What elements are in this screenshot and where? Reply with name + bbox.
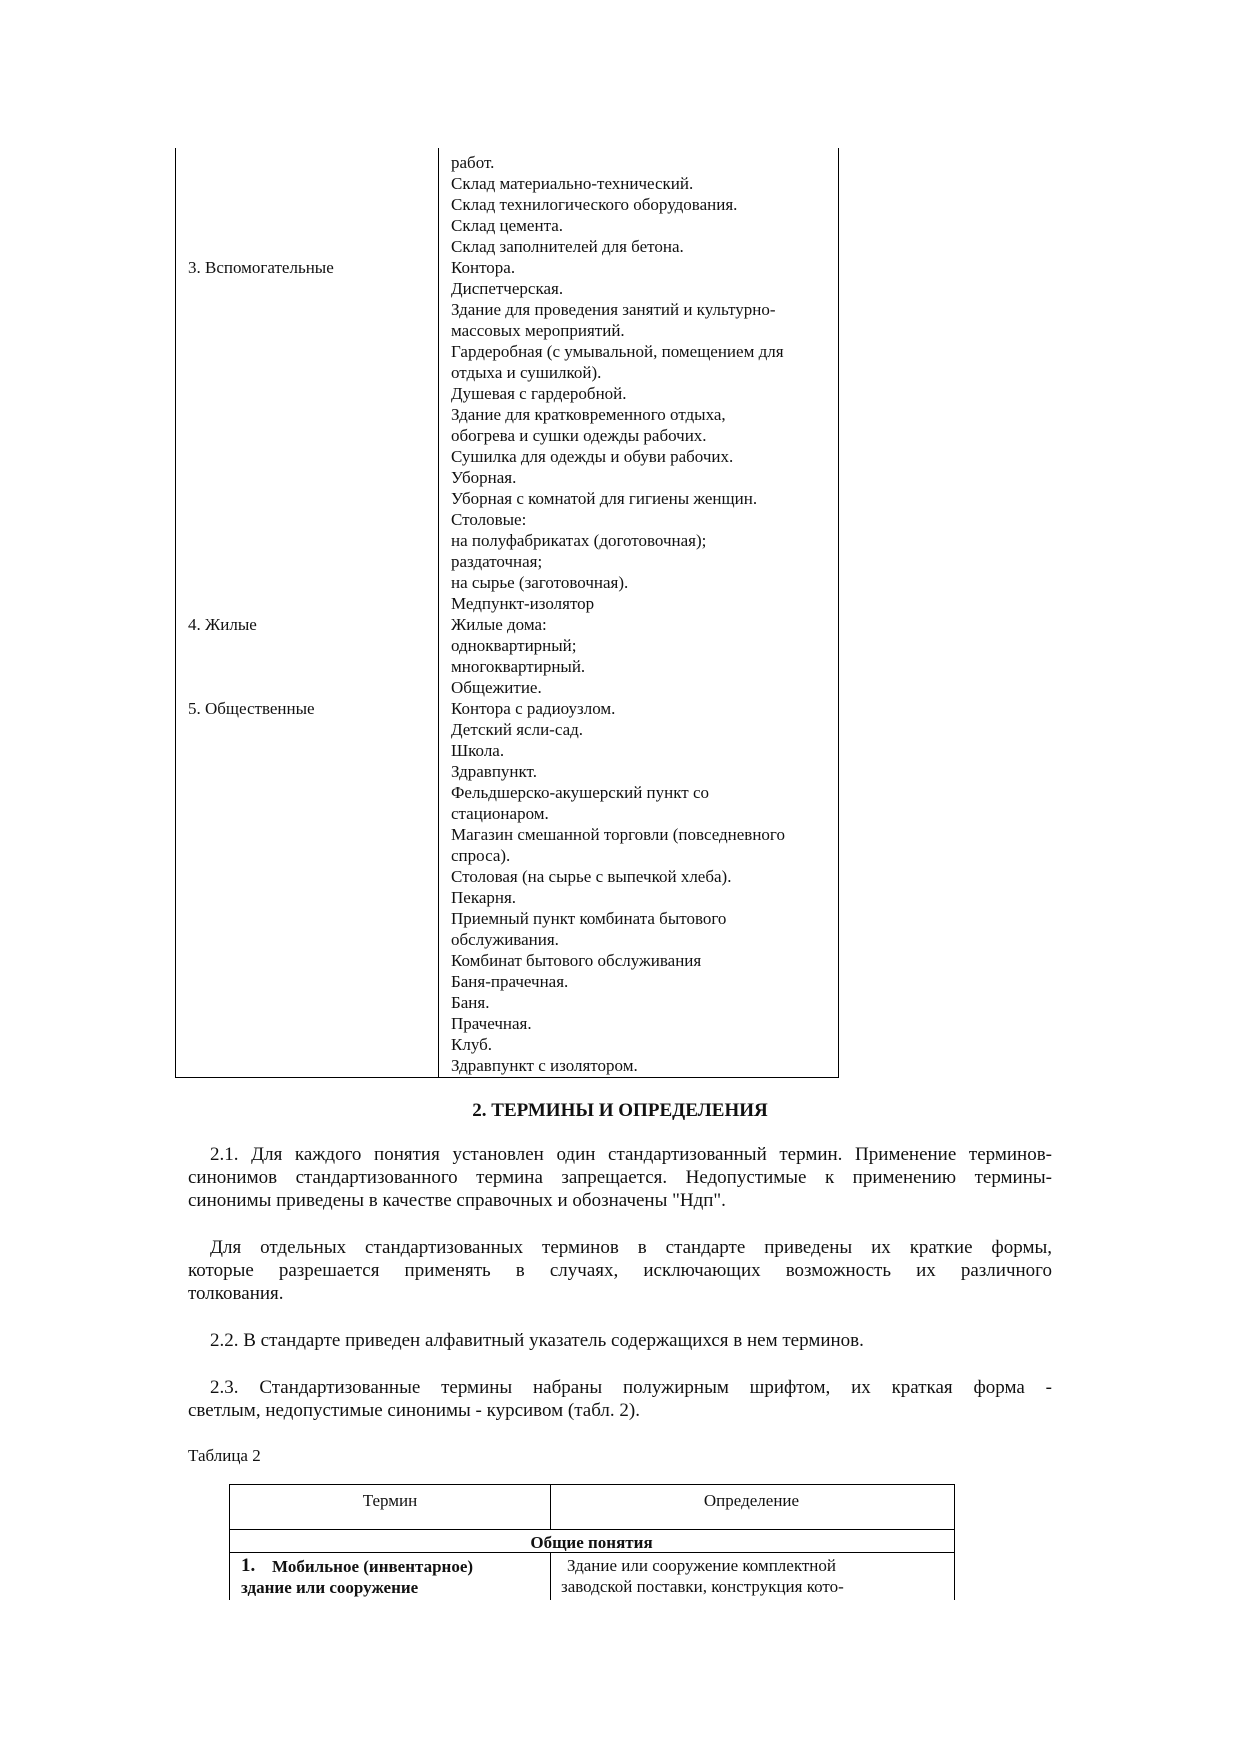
table-item-line: Гардеробная (с умывальной, помещением для (451, 342, 784, 361)
header-definition: Определение (703, 1491, 800, 1510)
table-item-line: обслуживания. (451, 930, 559, 949)
table-item-line: Жилые дома: (451, 615, 547, 634)
table-category: 4. Жилые (188, 615, 257, 634)
row-divider (230, 1529, 954, 1530)
table-category: 3. Вспомогательные (188, 258, 334, 277)
table-item-line: раздаточная; (451, 552, 543, 571)
header-term: Термин (362, 1491, 418, 1510)
table-caption: Таблица 2 (188, 1446, 261, 1465)
table-item-line: Контора. (451, 258, 516, 277)
table-item-line: Склад технилогического оборудования. (451, 195, 738, 214)
term-name-line: здание или сооружение (241, 1578, 419, 1597)
paragraph-line: Для отдельных стандартизованных терминов в стандарте приведены их краткие формы, (210, 1237, 1052, 1258)
table-item-line: Комбинат бытового обслуживания (451, 951, 702, 970)
table-item-line: Здание для кратковременного отдыха, (451, 405, 726, 424)
table-item-line: Общежитие. (451, 678, 542, 697)
table-item-line: обогрева и сушки одежды рабочих. (451, 426, 707, 445)
table-item-line: отдыха и сушилкой). (451, 363, 602, 382)
table-item-line: Приемный пункт комбината бытового (451, 909, 727, 928)
paragraph-line: 2.2. В стандарте приведен алфавитный указатель содержащихся в нем терминов. (210, 1330, 864, 1351)
table-item-line: Медпункт-изолятор (451, 594, 595, 613)
table-category: 5. Общественные (188, 699, 315, 718)
table-item-line: Пекарня. (451, 888, 517, 907)
table-item-line: Склад заполнителей для бетона. (451, 237, 684, 256)
column-divider (550, 1552, 551, 1600)
table-item-line: стационаром. (451, 804, 549, 823)
table-item-line: Прачечная. (451, 1014, 532, 1033)
table-item-line: Здравпункт с изолятором. (451, 1056, 638, 1075)
paragraph-2-1 (188, 1143, 1052, 1212)
table-item-line: Баня-прачечная. (451, 972, 569, 991)
paragraph-line: светлым, недопустимые синонимы - курсивом (табл. 2). (188, 1400, 640, 1421)
table-item-line: на полуфабрикатах (доготовочная); (451, 531, 707, 550)
table-item-line: Диспетчерская. (451, 279, 564, 298)
table-item-line: Склад материально-технический. (451, 174, 694, 193)
table-item-line: Баня. (451, 993, 490, 1012)
table-item-line: на сырье (заготовочная). (451, 573, 629, 592)
table-item-line: Здание для проведения занятий и культурно- (451, 300, 776, 319)
table-item-line: Здравпункт. (451, 762, 537, 781)
terms-table (229, 1484, 955, 1600)
table-item-line: Столовые: (451, 510, 527, 529)
group-header: Общие понятия (530, 1533, 653, 1552)
table-item-line: Склад цемента. (451, 216, 564, 235)
table-item-line: Школа. (451, 741, 505, 760)
table-item-line: Уборная с комнатой для гигиены женщин. (451, 489, 758, 508)
table-item-line: массовых мероприятий. (451, 321, 625, 340)
table-item-line: многоквартирный. (451, 657, 586, 676)
table-item-line: Фельдшерско-акушерский пункт со (451, 783, 710, 802)
table-item-line: Душевая с гардеробной. (451, 384, 627, 403)
table-item-line: одноквартирный; (451, 636, 577, 655)
paragraph-short-forms (188, 1236, 1052, 1305)
term-number: 1. (241, 1555, 256, 1576)
table-item-line: Магазин смешанной торговли (повседневного (451, 825, 785, 844)
table-item-line: работ. (451, 153, 495, 172)
table-item-line: спроса). (451, 846, 511, 865)
building-types-table (175, 148, 839, 1078)
term-name-line: Мобильное (инвентарное) (272, 1557, 474, 1576)
section-title: 2. ТЕРМИНЫ И ОПРЕДЕЛЕНИЯ (472, 1100, 768, 1121)
column-divider (438, 148, 439, 1077)
paragraph-line: синонимов стандартизованного термина запрещается. Недопустимые к применению термины- (188, 1167, 1052, 1188)
table-item-line: Сушилка для одежды и обуви рабочих. (451, 447, 734, 466)
table-item-line: Столовая (на сырье с выпечкой хлеба). (451, 867, 732, 886)
table-item-line: Уборная. (451, 468, 517, 487)
paragraph-line: которые разрешается применять в случаях, исключающих возможность их различного (188, 1260, 1052, 1281)
definition-line: Здание или сооружение комплектной (567, 1556, 836, 1575)
paragraph-line: 2.3. Стандартизованные термины набраны полужирным шрифтом, их краткая форма - (210, 1377, 1052, 1398)
table-item-line: Детский ясли-сад. (451, 720, 584, 739)
definition-line: заводской поставки, конструкция кото- (561, 1577, 844, 1596)
table-item-line: Клуб. (451, 1035, 492, 1054)
paragraph-line: синонимы приведены в качестве справочных и обозначены "Ндп". (188, 1190, 726, 1211)
table-item-line: Контора с радиоузлом. (451, 699, 616, 718)
paragraph-2-2 (188, 1329, 1052, 1352)
paragraph-line: 2.1. Для каждого понятия установлен один стандартизованный термин. Применение терминов- (210, 1144, 1052, 1165)
paragraph-line: толкования. (188, 1283, 284, 1304)
paragraph-2-3 (188, 1376, 1052, 1422)
